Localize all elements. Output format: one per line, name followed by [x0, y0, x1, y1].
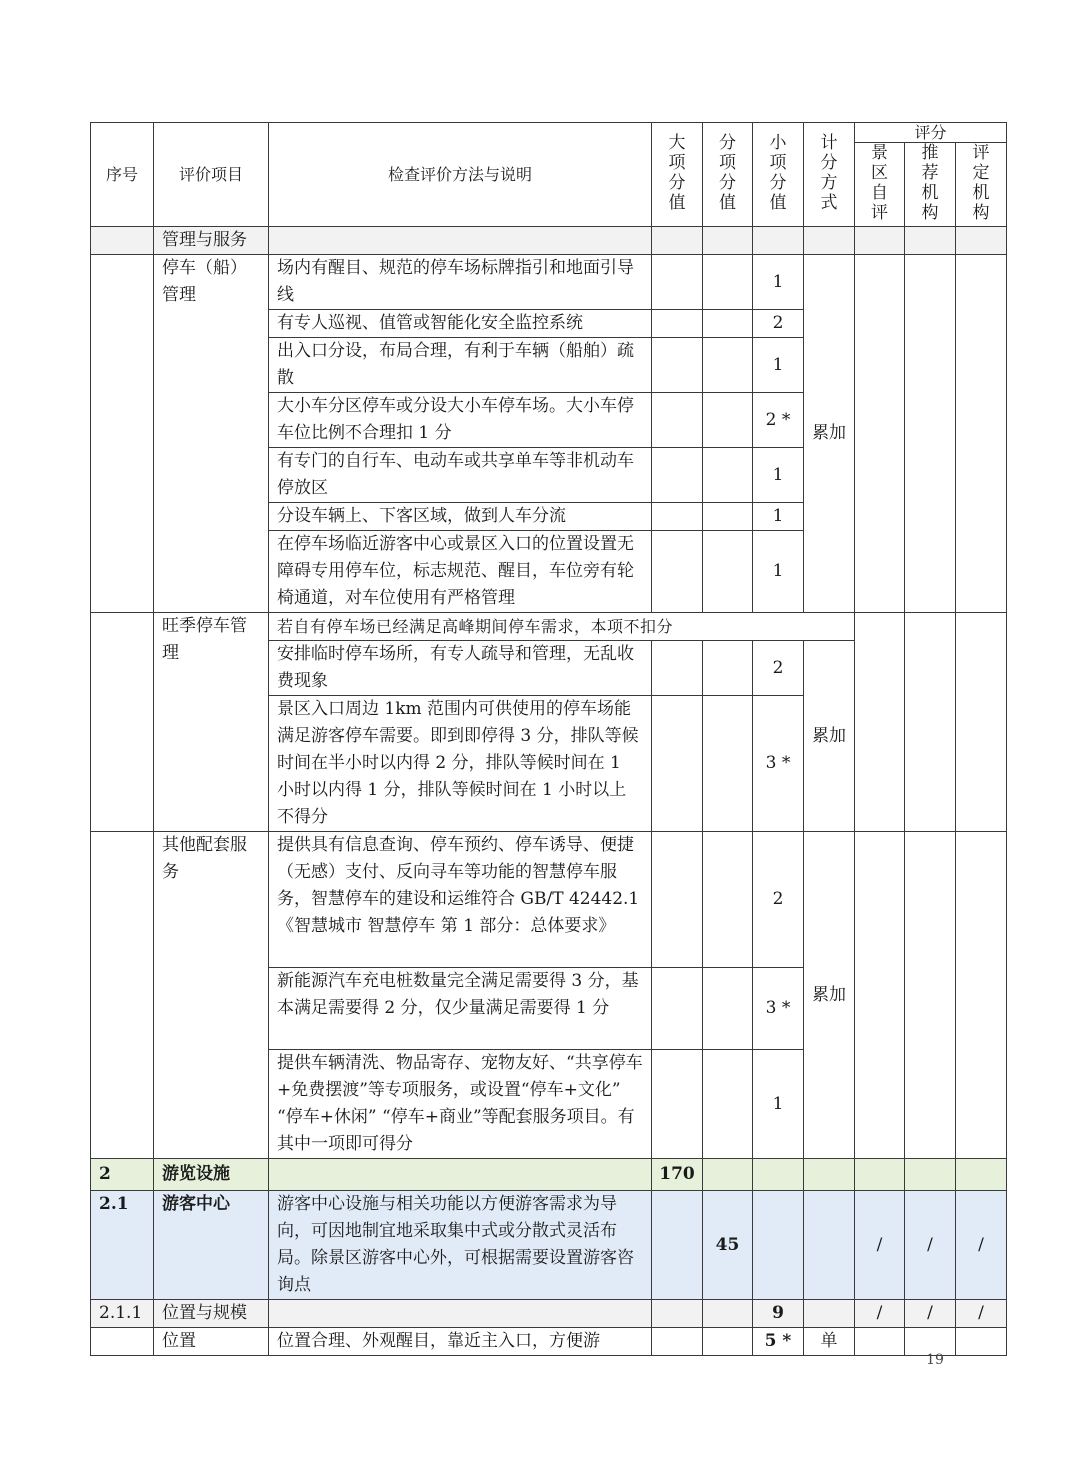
- cell-self: /: [855, 1191, 905, 1300]
- cell-method: 新能源汽车充电桩数量完全满足需要得 3 分，基本满足需要得 2 分，仅少量满足需要得 1 分: [269, 968, 652, 1050]
- table-row: [91, 832, 1007, 968]
- header-mode: [804, 123, 855, 227]
- cell-method: 提供车辆清洗、物品寄存、宠物友好、“共享停车+免费摆渡”等专项服务，或设置“停车+文化” “停车+休闲” “停车+商业”等配套服务项目。有其中一项即可得分: [269, 1050, 652, 1159]
- cell-minor-score: 3 *: [753, 696, 804, 832]
- cell-item: 位置与规模: [154, 1300, 269, 1328]
- cell-method: 场内有醒目、规范的停车场标牌指引和地面引导线: [269, 255, 652, 310]
- cell-eval: /: [956, 1191, 1007, 1300]
- table-row: [91, 613, 1007, 641]
- cell-method: 安排临时停车场所，有专人疏导和管理，无乱收费现象: [269, 641, 652, 696]
- header-score: 评分: [855, 123, 1007, 143]
- cell-method: 分设车辆上、下客区域，做到人车分流: [269, 503, 652, 531]
- cell-mode: 单: [804, 1328, 855, 1356]
- header-self: [855, 143, 905, 227]
- header-major: [652, 123, 703, 227]
- header-minor: [753, 123, 804, 227]
- table-row: [91, 1191, 1007, 1300]
- header-major-label: 大项分值: [668, 133, 686, 213]
- cell-item: 管理与服务: [154, 227, 269, 255]
- cell-item-other: 其他配套服务: [154, 832, 269, 1159]
- cell-minor-score: 1: [753, 255, 804, 310]
- table-row: [91, 227, 1007, 255]
- table-row: [91, 1300, 1007, 1328]
- header-seq: 序号: [91, 123, 154, 227]
- cell-minor-score: 9: [753, 1300, 804, 1328]
- cell-note: 若自有停车场已经满足高峰期间停车需求，本项不扣分: [269, 613, 855, 641]
- cell-item: 位置: [154, 1328, 269, 1356]
- cell-mode-label: 累加: [812, 725, 846, 746]
- header-minor-label: 小项分值: [769, 133, 787, 213]
- cell-method: 有专人巡视、值管或智能化安全监控系统: [269, 310, 652, 338]
- cell-self: /: [855, 1300, 905, 1328]
- cell-method: 出入口分设，布局合理，有利于车辆（船舶）疏散: [269, 338, 652, 393]
- cell-seq: [91, 227, 154, 255]
- page-number: 19: [926, 1352, 944, 1368]
- header-item: 评价项目: [154, 123, 269, 227]
- table-row: [91, 1159, 1007, 1191]
- table-row: [91, 1328, 1007, 1356]
- cell-sub-score: 45: [703, 1191, 753, 1300]
- evaluation-table: [90, 122, 1007, 1356]
- cell-minor-score: 1: [753, 531, 804, 613]
- cell-minor-score: 1: [753, 503, 804, 531]
- cell-mode-label: 累加: [812, 984, 846, 1005]
- cell-seq: 2.1: [91, 1191, 154, 1300]
- header-self-label: 景区自评: [871, 143, 888, 223]
- cell-method: 位置合理、外观醒目，靠近主入口，方便游: [269, 1328, 652, 1356]
- cell-minor-score: 2: [753, 832, 804, 968]
- cell-minor-score: 2: [753, 641, 804, 696]
- cell-method: 提供具有信息查询、停车预约、停车诱导、便捷（无感）支付、反向寻车等功能的智慧停车服务，智慧停车的建设和运维符合 GB/T 42442.1《智慧城市 智慧停车 第 1 部分：总体要求》: [269, 832, 652, 968]
- cell-minor-score: 1: [753, 338, 804, 393]
- table-row: [91, 255, 1007, 310]
- cell-mode: [804, 641, 855, 832]
- cell-item-peak: 旺季停车管理: [154, 613, 269, 832]
- cell-method: 有专门的自行车、电动车或共享单车等非机动车停放区: [269, 448, 652, 503]
- cell-item-parking: 停车（船）管理: [154, 255, 269, 613]
- header-eval-label: 评定机构: [972, 143, 990, 223]
- cell-minor-score: 1: [753, 1050, 804, 1159]
- cell-method: 景区入口周边 1km 范围内可供使用的停车场能满足游客停车需要。即到即停得 3 分，排队等候时间在半小时以内得 2 分，排队等候时间在 1 小时以内得 1 分，排队等候时间在 1 小时以上不得分: [269, 696, 652, 832]
- cell-eval: /: [956, 1300, 1007, 1328]
- cell-method: 在停车场临近游客中心或景区入口的位置设置无障碍专用停车位，标志规范、醒目，车位旁有轮椅通道，对车位使用有严格管理: [269, 531, 652, 613]
- cell-mode: [804, 832, 855, 1159]
- cell-method: 游客中心设施与相关功能以方便游客需求为导向，可因地制宜地采取集中式或分散式灵活布局。除景区游客中心外，可根据需要设置游客咨询点: [269, 1191, 652, 1300]
- header-sub: [703, 123, 753, 227]
- cell-mode: [804, 255, 855, 613]
- cell-rec: /: [905, 1300, 956, 1328]
- cell-mode-label: 累加: [812, 423, 846, 443]
- header-mode-label: 计分方式: [820, 133, 838, 213]
- header-method: 检查评价方法与说明: [269, 123, 652, 227]
- header-eval: [956, 143, 1007, 227]
- cell-minor-score: 2 *: [753, 393, 804, 448]
- cell-item: 游览设施: [154, 1159, 269, 1191]
- header-rec: [905, 143, 956, 227]
- cell-seq: 2.1.1: [91, 1300, 154, 1328]
- cell-rec: /: [905, 1191, 956, 1300]
- cell-minor-score: 1: [753, 448, 804, 503]
- header-sub-label: 分项分值: [719, 133, 736, 213]
- cell-seq: 2: [91, 1159, 154, 1191]
- cell-minor-score: 2: [753, 310, 804, 338]
- cell-method: 大小车分区停车或分设大小车停车场。大小车停车位比例不合理扣 1 分: [269, 393, 652, 448]
- cell-major-score: 170: [652, 1159, 703, 1191]
- cell-item: 游客中心: [154, 1191, 269, 1300]
- cell-minor-score: 5 *: [753, 1328, 804, 1356]
- header-rec-label: 推荐机构: [921, 143, 939, 223]
- cell-minor-score: 3 *: [753, 968, 804, 1050]
